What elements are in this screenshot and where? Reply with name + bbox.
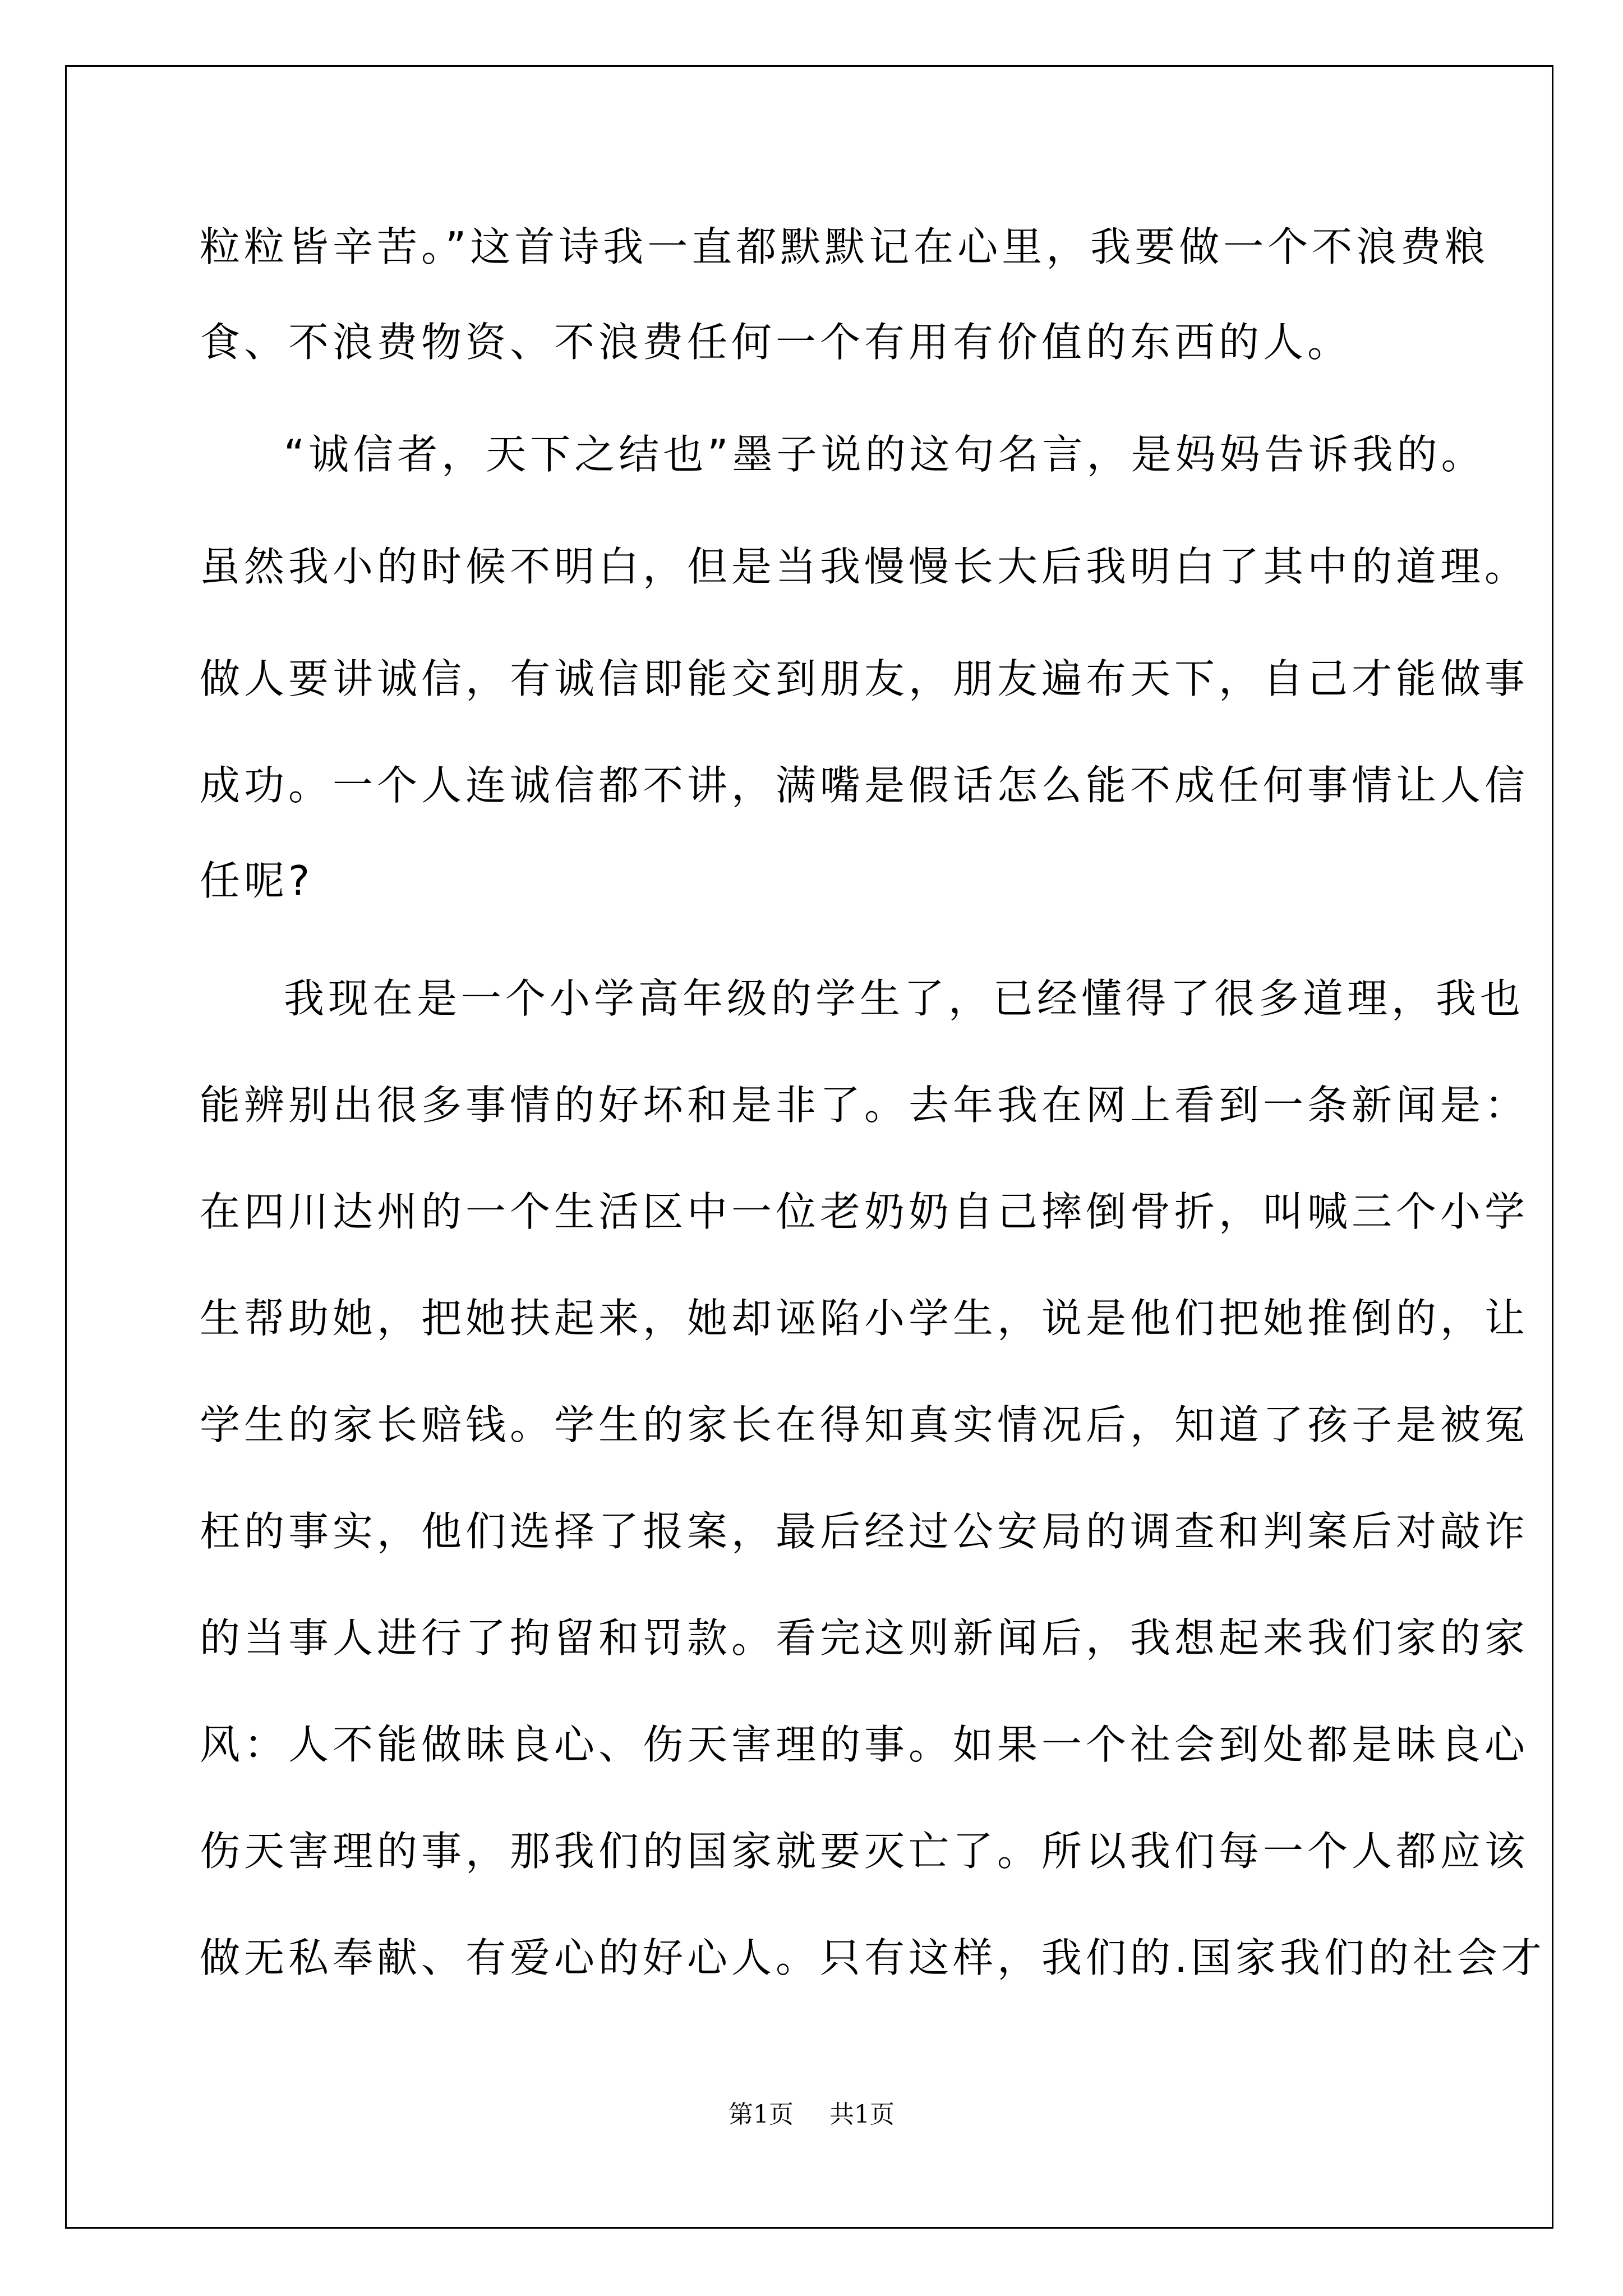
- text-line: 的当事人进行了拘留和罚款。看完这则新闻后，我想起来我们家的家: [200, 1614, 1529, 1662]
- text-line: 粒粒皆辛苦。”这首诗我一直都默默记在心里，我要做一个不浪费粮: [200, 223, 1490, 270]
- text-line: 枉的事实，他们选择了报案，最后经过公安局的调查和判案后对敲诈: [200, 1508, 1529, 1555]
- page-total: 共1页: [829, 2100, 895, 2129]
- text-line: 做人要讲诚信，有诚信即能交到朋友，朋友遍布天下，自己才能做事: [200, 655, 1529, 702]
- text-line: 伤天害理的事，那我们的国家就要灭亡了。所以我们每一个人都应该: [200, 1828, 1529, 1875]
- text-line: 我现在是一个小学高年级的学生了，已经懂得了很多道理，我也: [284, 975, 1525, 1022]
- page-number: 第1页: [728, 2100, 794, 2129]
- text-line: 任呢?: [200, 857, 314, 904]
- text-line: 虽然我小的时候不明白，但是当我慢慢长大后我明白了其中的道理。: [200, 543, 1529, 590]
- text-line: 在四川达州的一个生活区中一位老奶奶自己摔倒骨折，叫喊三个小学: [200, 1188, 1529, 1235]
- text-line: 能辨别出很多事情的好坏和是非了。去年我在网上看到一条新闻是：: [200, 1082, 1529, 1129]
- page-border: [65, 65, 1553, 2229]
- text-line: “诚信者，天下之结也”墨子说的这句名言，是妈妈告诉我的。: [284, 431, 1486, 478]
- text-line: 成功。一个人连诚信都不讲，满嘴是假话怎么能不成任何事情让人信: [200, 762, 1529, 809]
- text-line: 做无私奉献、有爱心的好心人。只有这样，我们的.国家我们的社会才: [200, 1934, 1546, 1981]
- text-line: 生帮助她，把她扶起来，她却诬陷小学生，说是他们把她推倒的，让: [200, 1295, 1529, 1342]
- text-line: 风：人不能做昧良心、伤天害理的事。如果一个社会到处都是昧良心: [200, 1721, 1529, 1768]
- text-line: 学生的家长赔钱。学生的家长在得知真实情况后，知道了孩子是被冤: [200, 1401, 1529, 1448]
- page-footer: [0, 2098, 1623, 2132]
- text-line: 食、不浪费物资、不浪费任何一个有用有价值的东西的人。: [200, 319, 1352, 366]
